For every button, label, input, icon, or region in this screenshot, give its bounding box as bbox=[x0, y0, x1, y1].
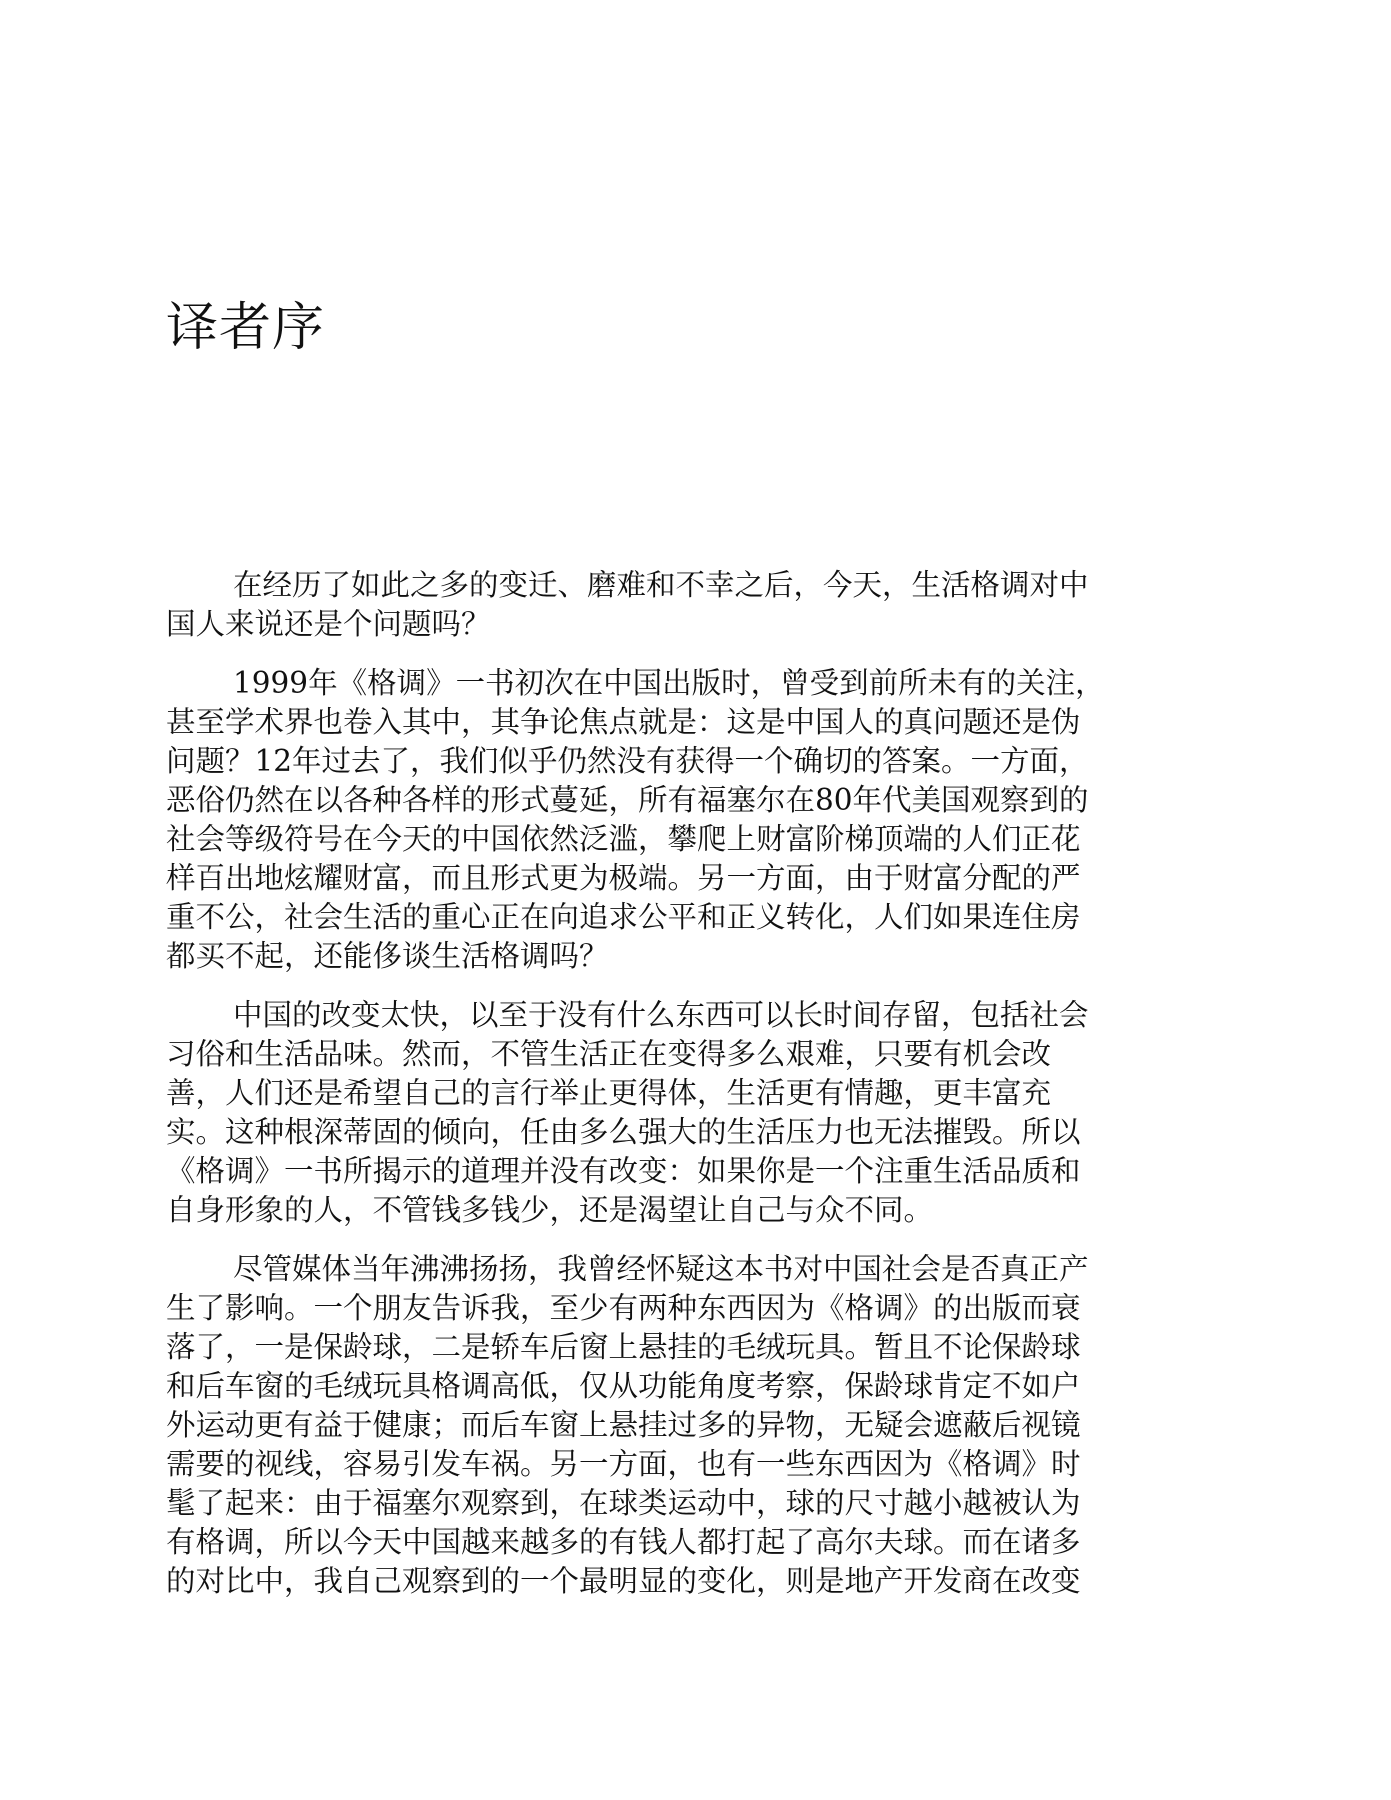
text-line: 尽管媒体当年沸沸扬扬，我曾经怀疑这本书对中国社会是否真正产 bbox=[233, 1252, 1089, 1286]
chapter-title: 译者序 bbox=[166, 298, 326, 358]
text-line: 需要的视线，容易引发车祸。另一方面，也有一些东西因为《格调》时 bbox=[166, 1447, 1081, 1481]
text-line: 问题？12年过去了，我们似乎仍然没有获得一个确切的答案。一方面， bbox=[166, 744, 1089, 778]
text-line: 自身形象的人，不管钱多钱少，还是渴望让自己与众不同。 bbox=[166, 1193, 934, 1227]
text-line: 外运动更有益于健康；而后车窗上悬挂过多的异物，无疑会遮蔽后视镜 bbox=[166, 1408, 1081, 1442]
text-line: 善，人们还是希望自己的言行举止更得体，生活更有情趣，更丰富充 bbox=[166, 1076, 1052, 1110]
text-line: 中国的改变太快，以至于没有什么东西可以长时间存留，包括社会 bbox=[233, 998, 1089, 1032]
text-line: 国人来说还是个问题吗？ bbox=[166, 607, 491, 641]
text-line: 1999年《格调》一书初次在中国出版时，曾受到前所未有的关注， bbox=[233, 666, 1105, 700]
body-text bbox=[166, 566, 1220, 1621]
text-line: 的对比中，我自己观察到的一个最明显的变化，则是地产开发商在改变 bbox=[166, 1564, 1081, 1598]
text-line: 实。这种根深蒂固的倾向，任由多么强大的生活压力也无法摧毁。所以 bbox=[166, 1115, 1081, 1149]
text-line: 都买不起，还能侈谈生活格调吗？ bbox=[166, 939, 609, 973]
text-line: 在经历了如此之多的变迁、磨难和不幸之后，今天，生活格调对中 bbox=[233, 568, 1089, 602]
paragraph-4 bbox=[166, 1250, 1220, 1601]
paragraph-1 bbox=[166, 566, 1220, 644]
text-line: 有格调，所以今天中国越来越多的有钱人都打起了高尔夫球。而在诸多 bbox=[166, 1525, 1081, 1559]
text-line: 恶俗仍然在以各种各样的形式蔓延，所有福塞尔在80年代美国观察到的 bbox=[166, 783, 1089, 817]
text-line: 社会等级符号在今天的中国依然泛滥，攀爬上财富阶梯顶端的人们正花 bbox=[166, 822, 1081, 856]
text-line: 生了影响。一个朋友告诉我，至少有两种东西因为《格调》的出版而衰 bbox=[166, 1291, 1081, 1325]
text-line: 样百出地炫耀财富，而且形式更为极端。另一方面，由于财富分配的严 bbox=[166, 861, 1081, 895]
text-line: 习俗和生活品味。然而，不管生活正在变得多么艰难，只要有机会改 bbox=[166, 1037, 1052, 1071]
paragraph-3 bbox=[166, 996, 1220, 1230]
text-line: 甚至学术界也卷入其中，其争论焦点就是：这是中国人的真问题还是伪 bbox=[166, 705, 1081, 739]
text-line: 髦了起来：由于福塞尔观察到，在球类运动中，球的尺寸越小越被认为 bbox=[166, 1486, 1081, 1520]
text-line: 《格调》一书所揭示的道理并没有改变：如果你是一个注重生活品质和 bbox=[166, 1154, 1081, 1188]
paragraph-2 bbox=[166, 664, 1220, 976]
text-line: 落了，一是保龄球，二是轿车后窗上悬挂的毛绒玩具。暂且不论保龄球 bbox=[166, 1330, 1081, 1364]
text-line: 和后车窗的毛绒玩具格调高低，仅从功能角度考察，保龄球肯定不如户 bbox=[166, 1369, 1081, 1403]
text-line: 重不公，社会生活的重心正在向追求公平和正义转化，人们如果连住房 bbox=[166, 900, 1081, 934]
